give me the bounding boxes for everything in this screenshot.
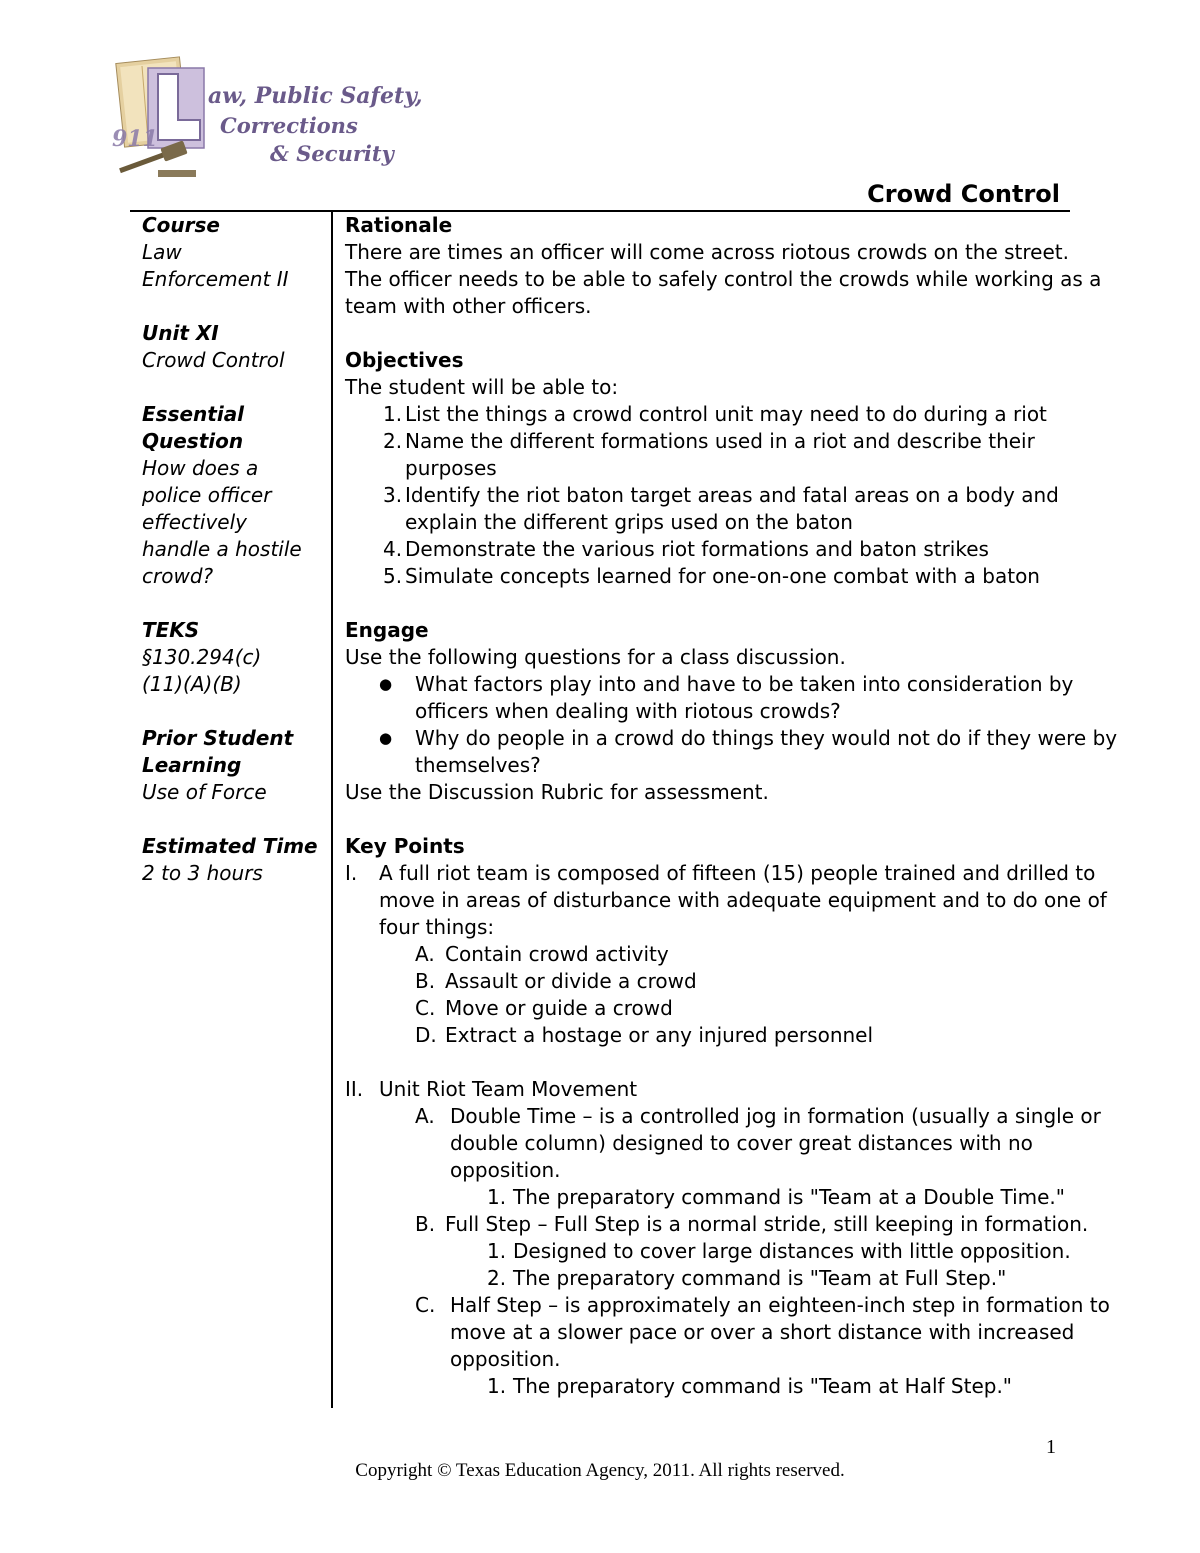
section-text: Unit Riot Team Movement bbox=[379, 1077, 638, 1101]
item-text: double column) designed to cover great distances with no bbox=[450, 1131, 1033, 1155]
subitem-number: 1. bbox=[487, 1374, 507, 1398]
key-point-section bbox=[345, 860, 1155, 941]
logo-badge: 911 bbox=[112, 126, 158, 152]
objective-item bbox=[345, 482, 1155, 536]
section-number: II. bbox=[345, 1077, 364, 1101]
item-text: Half Step – is approximately an eighteen-inch step in formation to bbox=[450, 1293, 1110, 1317]
engage-outro: Use the Discussion Rubric for assessment. bbox=[345, 780, 769, 804]
item-letter: A. bbox=[415, 942, 435, 966]
rationale-line: The officer needs to be able to safely control the crowds while working as a bbox=[345, 267, 1102, 291]
subitem-text: The preparatory command is "Team at a Double Time." bbox=[513, 1185, 1065, 1209]
subitem-text: The preparatory command is "Team at Full Step." bbox=[513, 1266, 1007, 1290]
section-text: A full riot team is composed of fifteen (15) people trained and drilled to bbox=[379, 861, 1096, 885]
movement-item bbox=[345, 1211, 1155, 1238]
item-letter: A. bbox=[415, 1104, 435, 1128]
item-text: Contain crowd activity bbox=[445, 942, 669, 966]
key-point-item bbox=[345, 968, 1155, 995]
column-divider bbox=[331, 212, 333, 1408]
objective-item bbox=[345, 401, 1155, 428]
lesson-content bbox=[345, 212, 1155, 1400]
key-point-item bbox=[345, 941, 1155, 968]
estimated-time-label: Estimated Time bbox=[142, 834, 318, 858]
unit-value: Crowd Control bbox=[142, 348, 285, 372]
objective-text: Name the different formations used in a riot and describe their bbox=[405, 429, 1035, 453]
item-text: Assault or divide a crowd bbox=[445, 969, 697, 993]
key-point-item bbox=[345, 995, 1155, 1022]
objective-number: 5. bbox=[383, 564, 403, 588]
essential-question-line: effectively bbox=[142, 510, 247, 534]
essential-question-line: police officer bbox=[142, 483, 272, 507]
subitem-number: 1. bbox=[487, 1185, 507, 1209]
objectives-heading: Objectives bbox=[345, 348, 464, 372]
objective-item bbox=[345, 428, 1155, 482]
question-text: themselves? bbox=[415, 753, 541, 777]
teks-value-line-2: (11)(A)(B) bbox=[142, 672, 242, 696]
objective-number: 4. bbox=[383, 537, 403, 561]
rationale-line: team with other officers. bbox=[345, 294, 592, 318]
logo-letter: L bbox=[160, 131, 164, 138]
essential-question-label-1: Essential bbox=[142, 402, 245, 426]
subitem-number: 2. bbox=[487, 1266, 507, 1290]
objective-number: 3. bbox=[383, 483, 403, 507]
item-text: Move or guide a crowd bbox=[445, 996, 673, 1020]
objective-text: Simulate concepts learned for one-on-one combat with a baton bbox=[405, 564, 1040, 588]
question-text: Why do people in a crowd do things they would not do if they were by bbox=[415, 726, 1118, 750]
movement-item bbox=[345, 1292, 1155, 1373]
unit-label: Unit XI bbox=[142, 321, 219, 345]
subitem-text: Designed to cover large distances with little opposition. bbox=[513, 1239, 1071, 1263]
essential-question-line: How does a bbox=[142, 456, 259, 480]
section-text: move in areas of disturbance with adequate equipment and to do one of bbox=[379, 888, 1107, 912]
discussion-question bbox=[345, 671, 1155, 725]
objectives-intro: The student will be able to: bbox=[345, 375, 619, 399]
objective-text: purposes bbox=[405, 456, 497, 480]
page-number: 1 bbox=[1046, 1436, 1056, 1458]
objective-item bbox=[345, 563, 1155, 590]
objective-number: 1. bbox=[383, 402, 403, 426]
program-logo bbox=[108, 58, 423, 183]
section-text: four things: bbox=[379, 915, 495, 939]
movement-subitem bbox=[345, 1265, 1155, 1292]
item-text: Full Step – Full Step is a normal stride, still keeping in formation. bbox=[445, 1212, 1089, 1236]
essential-question-label-2: Question bbox=[142, 429, 244, 453]
page-title: Crowd Control bbox=[867, 180, 1060, 208]
item-text: opposition. bbox=[450, 1158, 561, 1182]
question-text: What factors play into and have to be taken into consideration by bbox=[415, 672, 1074, 696]
teks-label: TEKS bbox=[142, 618, 200, 642]
copyright-notice: Copyright © Texas Education Agency, 2011. All rights reserved. bbox=[355, 1460, 845, 1481]
objective-text: explain the different grips used on the baton bbox=[405, 510, 853, 534]
course-label: Course bbox=[142, 213, 220, 237]
item-text: Extract a hostage or any injured personnel bbox=[445, 1023, 874, 1047]
key-point-section bbox=[345, 1076, 1155, 1103]
rationale-line: There are times an officer will come across riotous crowds on the street. bbox=[345, 240, 1069, 264]
objective-number: 2. bbox=[383, 429, 403, 453]
subitem-text: The preparatory command is "Team at Half Step." bbox=[513, 1374, 1012, 1398]
lesson-info-sidebar bbox=[142, 212, 328, 887]
course-value-line-1: Law bbox=[142, 240, 182, 264]
prior-learning-value: Use of Force bbox=[142, 780, 267, 804]
objective-text: Demonstrate the various riot formations and baton strikes bbox=[405, 537, 989, 561]
item-text: move at a slower pace or over a short distance with increased bbox=[450, 1320, 1075, 1344]
discussion-question bbox=[345, 725, 1155, 779]
item-letter: C. bbox=[415, 1293, 436, 1317]
logo-line-2: Corrections bbox=[220, 113, 358, 138]
item-letter: B. bbox=[415, 1212, 436, 1236]
key-points-heading: Key Points bbox=[345, 834, 465, 858]
estimated-time-value: 2 to 3 hours bbox=[142, 861, 263, 885]
item-text: opposition. bbox=[450, 1347, 561, 1371]
essential-question-line: handle a hostile bbox=[142, 537, 302, 561]
movement-subitem bbox=[345, 1373, 1155, 1400]
objective-item bbox=[345, 536, 1155, 563]
item-letter: B. bbox=[415, 969, 436, 993]
course-value-line-2: Enforcement II bbox=[142, 267, 289, 291]
movement-subitem bbox=[345, 1238, 1155, 1265]
item-text: Double Time – is a controlled jog in formation (usually a single or bbox=[450, 1104, 1101, 1128]
key-point-item bbox=[345, 1022, 1155, 1049]
item-letter: C. bbox=[415, 996, 436, 1020]
movement-item bbox=[345, 1103, 1155, 1184]
item-letter: D. bbox=[415, 1023, 437, 1047]
objective-text: List the things a crowd control unit may need to do during a riot bbox=[405, 402, 1047, 426]
subitem-number: 1. bbox=[487, 1239, 507, 1263]
prior-learning-label-2: Learning bbox=[142, 753, 242, 777]
rationale-heading: Rationale bbox=[345, 213, 453, 237]
bullet-icon: ● bbox=[379, 675, 393, 693]
essential-question-line: crowd? bbox=[142, 564, 214, 588]
engage-intro: Use the following questions for a class discussion. bbox=[345, 645, 846, 669]
movement-subitem bbox=[345, 1184, 1155, 1211]
logo-line-3: & Security bbox=[270, 141, 394, 166]
engage-heading: Engage bbox=[345, 618, 429, 642]
logo-line-1: aw, Public Safety, bbox=[208, 83, 423, 109]
bullet-icon: ● bbox=[379, 729, 393, 747]
question-text: officers when dealing with riotous crowds? bbox=[415, 699, 841, 723]
section-number: I. bbox=[345, 861, 358, 885]
prior-learning-label-1: Prior Student bbox=[142, 726, 294, 750]
teks-value-line-1: §130.294(c) bbox=[142, 645, 262, 669]
objective-text: Identify the riot baton target areas and fatal areas on a body and bbox=[405, 483, 1059, 507]
